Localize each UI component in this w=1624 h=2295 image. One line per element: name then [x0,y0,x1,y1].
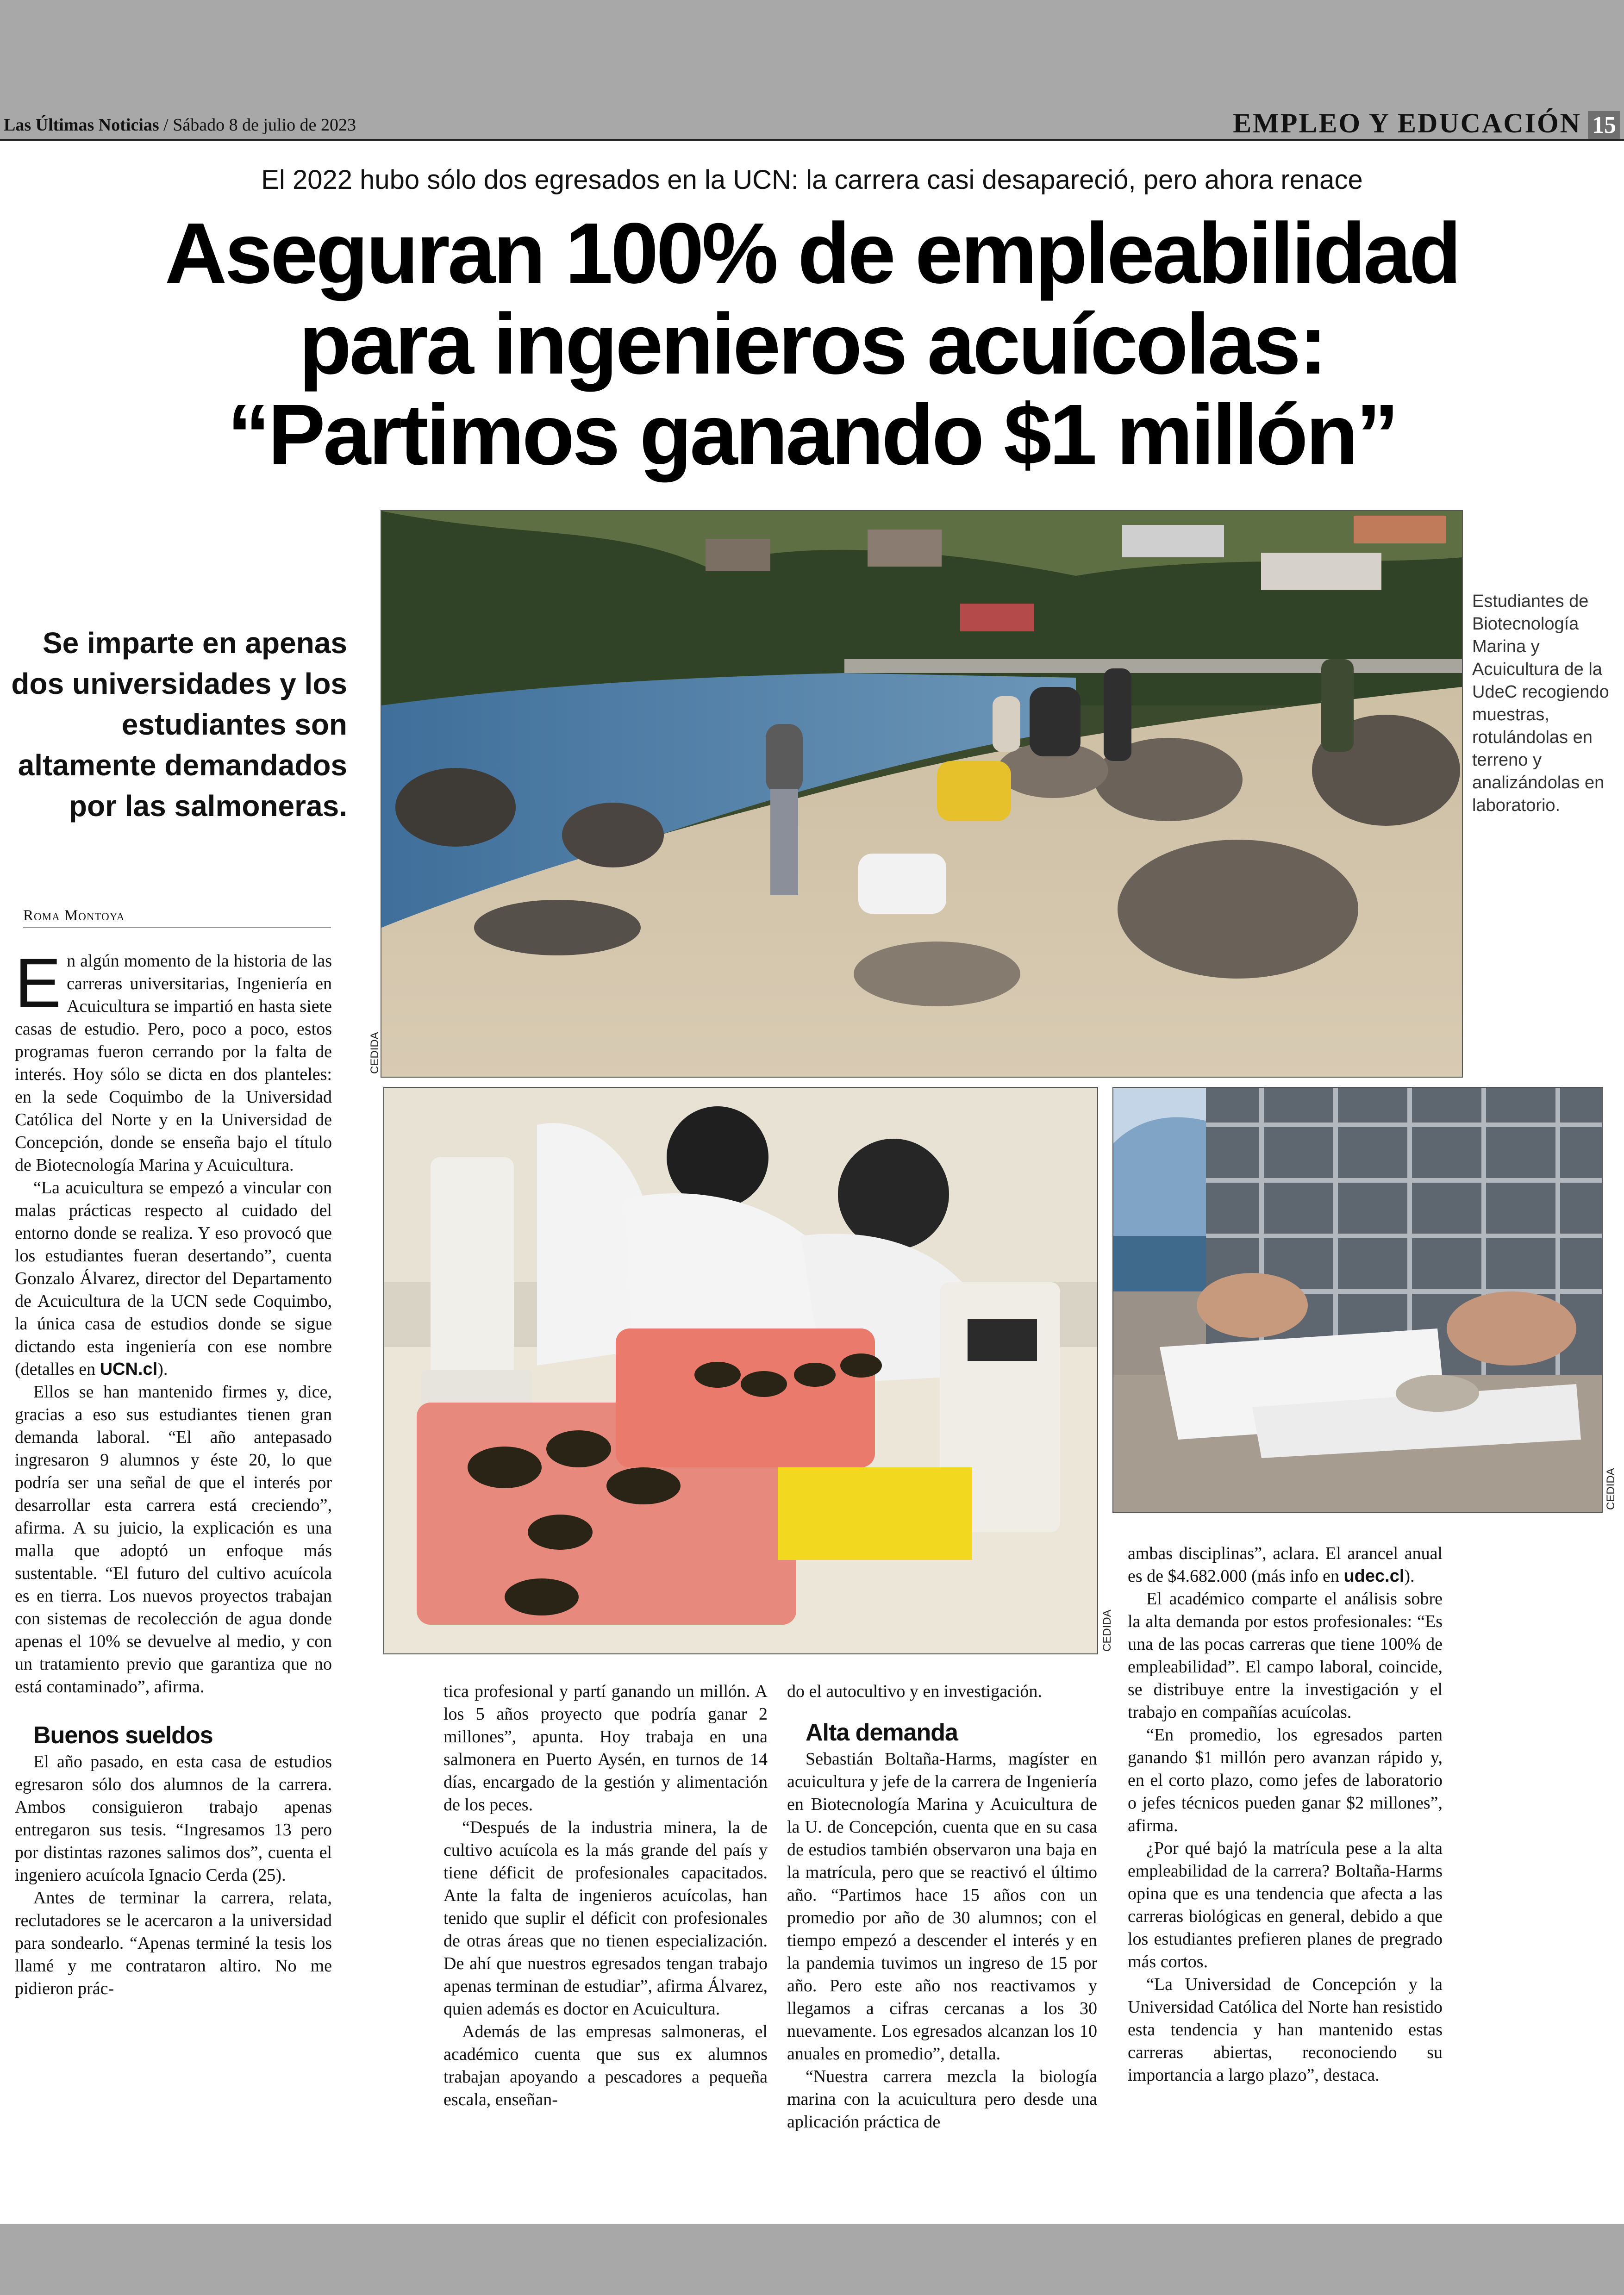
paragraph: Además de las empresas salmoneras, el académico cuenta que sus ex alumnos trabajan apoyando a pescadores a pequeña escala, enseñan- [443,2022,768,2109]
headline-line-3: “Partimos ganando $1 millón” [227,387,1397,483]
photo-caption: Estudiantes de Biotecnología Marina y Acuicultura de la UdeC recogiendo muestras, rotulándolas en terreno y analizándolas en laboratorio. [1472,592,1609,815]
paragraph [1128,1542,1443,1588]
headline-line-1: Aseguran 100% de empleabilidad [164,206,1460,301]
page-number: 15 [1588,111,1620,140]
byline: Roma Montoya [23,907,331,928]
paragraph-text: ). [1404,1566,1415,1586]
paragraph-text: ambas disciplinas”, aclara. El arancel anual es de $4.682.000 (más info en [1128,1544,1443,1586]
subhead: Buenos sueldos [33,1722,213,1749]
paragraph: Sebastián Boltaña-Harms, magíster en acuicultura y jefe de la carrera de Ingeniería en Biotecnología Marina y Acuicultura de la U. de Concepción, cuenta que en su casa de estudios también observaron una baja en la matrícula, pero que se reactivó el último año. “Partimos hace 15 años con un promedio por año de 30 alumnos; con el tiempo empezó a descender el interés y en la pandemia tuvimos un ingreso de 15 por año. Pero este año nos reactivamos y llegamos a cifras cercanas a los 30 nuevamente. Los egresados alcanzan los 10 anuales en promedio”, detalla. [787,1749,1097,2064]
paragraph [15,1177,332,1381]
body-column-3 [787,1680,1097,2133]
folio-left [4,115,356,135]
drop-cap: E [15,944,62,1022]
body-column-2 [443,1680,768,2111]
paragraph-text: ). [157,1360,168,1379]
paragraph: do el autocultivo y en investigación. [787,1682,1042,1701]
issue-date: / Sábado 8 de julio de 2023 [163,115,356,135]
headline [69,206,1555,483]
ucn-link[interactable]: UCN.cl [100,1360,158,1379]
lab-photo [383,1087,1098,1654]
hands-photo-credit: CEDIDA [1605,1468,1617,1510]
photo-credit: CEDIDA [369,1032,381,1074]
body-column-4 [1128,1542,1443,2087]
hands-photo [1112,1087,1603,1513]
paragraph: El académico comparte el análisis sobre la alta demanda por estos profesionales: “Es una de las pocas carreras que tiene 100% de empleabilidad”. El campo laboral, coincide, se distribuye entre la investigación y el trabajo en compañías acuícolas. [1128,1589,1443,1722]
paragraph: “Después de la industria minera, la de cultivo acuícola es la más grande del país y tiene déficit de profesionales capacitados. Ante la falta de ingenieros acuícolas, han tenido que suplir el déficit con profesionales de otras áreas que no tienen especialización. De ahí que nuestros egresados tengan trabajo apenas terminan de estudiar”, afirma Álvarez, quien además es doctor en Acuicultura. [443,1818,768,2019]
beach-photo [381,510,1463,1078]
header-rule [0,139,1624,141]
section-title: EMPLEO Y EDUCACIÓN [1233,108,1581,138]
paragraph: tica profesional y partí ganando un millón. A los 5 años proyecto que podría ganar 2 millones”, apunta. Hoy trabaja en una salmonera en Puerto Aysén, en turnos de 14 días, encargado de la gestión y alimentación de los peces. [443,1682,768,1815]
paragraph-text: “La acuicultura se empezó a vincular con malas prácticas respecto al cuidado del entorno donde se realiza. Y eso provocó que los estudiantes fueran desertando”, cuenta Gonzalo Álvarez, director del Departamento de Acuicultura de la UCN sede Coquimbo, la única casa de estudios donde se sigue dictando esta ingeniería con ese nombre (detalles en [15,1178,332,1379]
paragraph: El año pasado, en esta casa de estudios egresaron sólo dos alumnos de la carrera. Ambos consiguieron trabajo apenas entregaron sus tesis. “Ingresamos 13 pero por distintas razones salimos dos”, cuenta el ingeniero acuícola Ignacio Cerda (25). [15,1752,332,1885]
udec-link[interactable]: udec.cl [1343,1566,1405,1586]
kicker: El 2022 hubo sólo dos egresados en la UCN: la carrera casi desapareció, pero ahora renace [261,165,1363,195]
paragraph: “En promedio, los egresados parten ganando $1 millón pero avanzan rápido y, en el corto plazo, como jefes de laboratorio o jefes técnicos pueden ganar $2 millones”, afirma. [1128,1725,1443,1835]
paragraph: ¿Por qué bajó la matrícula pese a la alta empleabilidad de la carrera? Boltaña-Harms opina que es una tendencia que afecta a las carreras biológicas en general, debido a que los estudiantes prefieren planes de pregrado más cortos. [1128,1839,1443,1971]
headline-line-2: para ingenieros acuícolas: [299,296,1325,392]
body-column-1 [15,944,332,2000]
paper-name: Las Últimas Noticias [4,115,159,135]
paragraph: Ellos se han mantenido firmes y, dice, gracias a eso sus estudiantes tienen gran demanda laboral. “El año antepasado ingresaron 9 alumnos y éste 20, lo que podría ser una señal de que el interés por desarrollar esta carrera está creciendo”, afirma. A su juicio, la explicación es una malla que adoptó un enfoque más sustentable. “El futuro del cultivo acuícola es en tierra. Los nuevos proyectos trabajan con sistemas de recolección de agua donde apenas el 10% se devuelve al medio, y con un tratamiento previo que garantiza que no está contaminado”, afirma. [15,1382,332,1696]
lab-photo-credit: CEDIDA [1101,1609,1113,1652]
paragraph: “La Universidad de Concepción y la Universidad Católica del Norte han resistido esta tendencia y han mantenido estas carreras abiertas, reconociendo su importancia a largo plazo”, destaca. [1128,1975,1443,2085]
paragraph: Antes de terminar la carrera, relata, reclutadores se le acercaron a la universidad para sondearlo. “Apenas terminé la tesis los llamé y me contrataron altiro. No me pidieron prác- [15,1888,332,1998]
paragraph: “Nuestra carrera mezcla la biología marina con la acuicultura pero desde una aplicación práctica de [787,2067,1097,2132]
subhead: Alta demanda [806,1719,958,1746]
lede: Se imparte en apenas dos universidades y los estudiantes son altamente demandados por las salmoneras. [11,626,347,823]
paragraph-text: n algún momento de la historia de las carreras universitarias, Ingeniería en Acuicultura se impartió en hasta siete casas de estudio. Pero, poco a poco, estos programas fueron cerrando por la falta de interés. Hoy sólo se dicta en dos planteles: en la sede Coquimbo de la Universidad Católica del Norte y en la Universidad de Concepción, donde se enseña bajo el título de Biotecnología Marina y Acuicultura. [15,951,332,1175]
paragraph [15,944,332,1177]
